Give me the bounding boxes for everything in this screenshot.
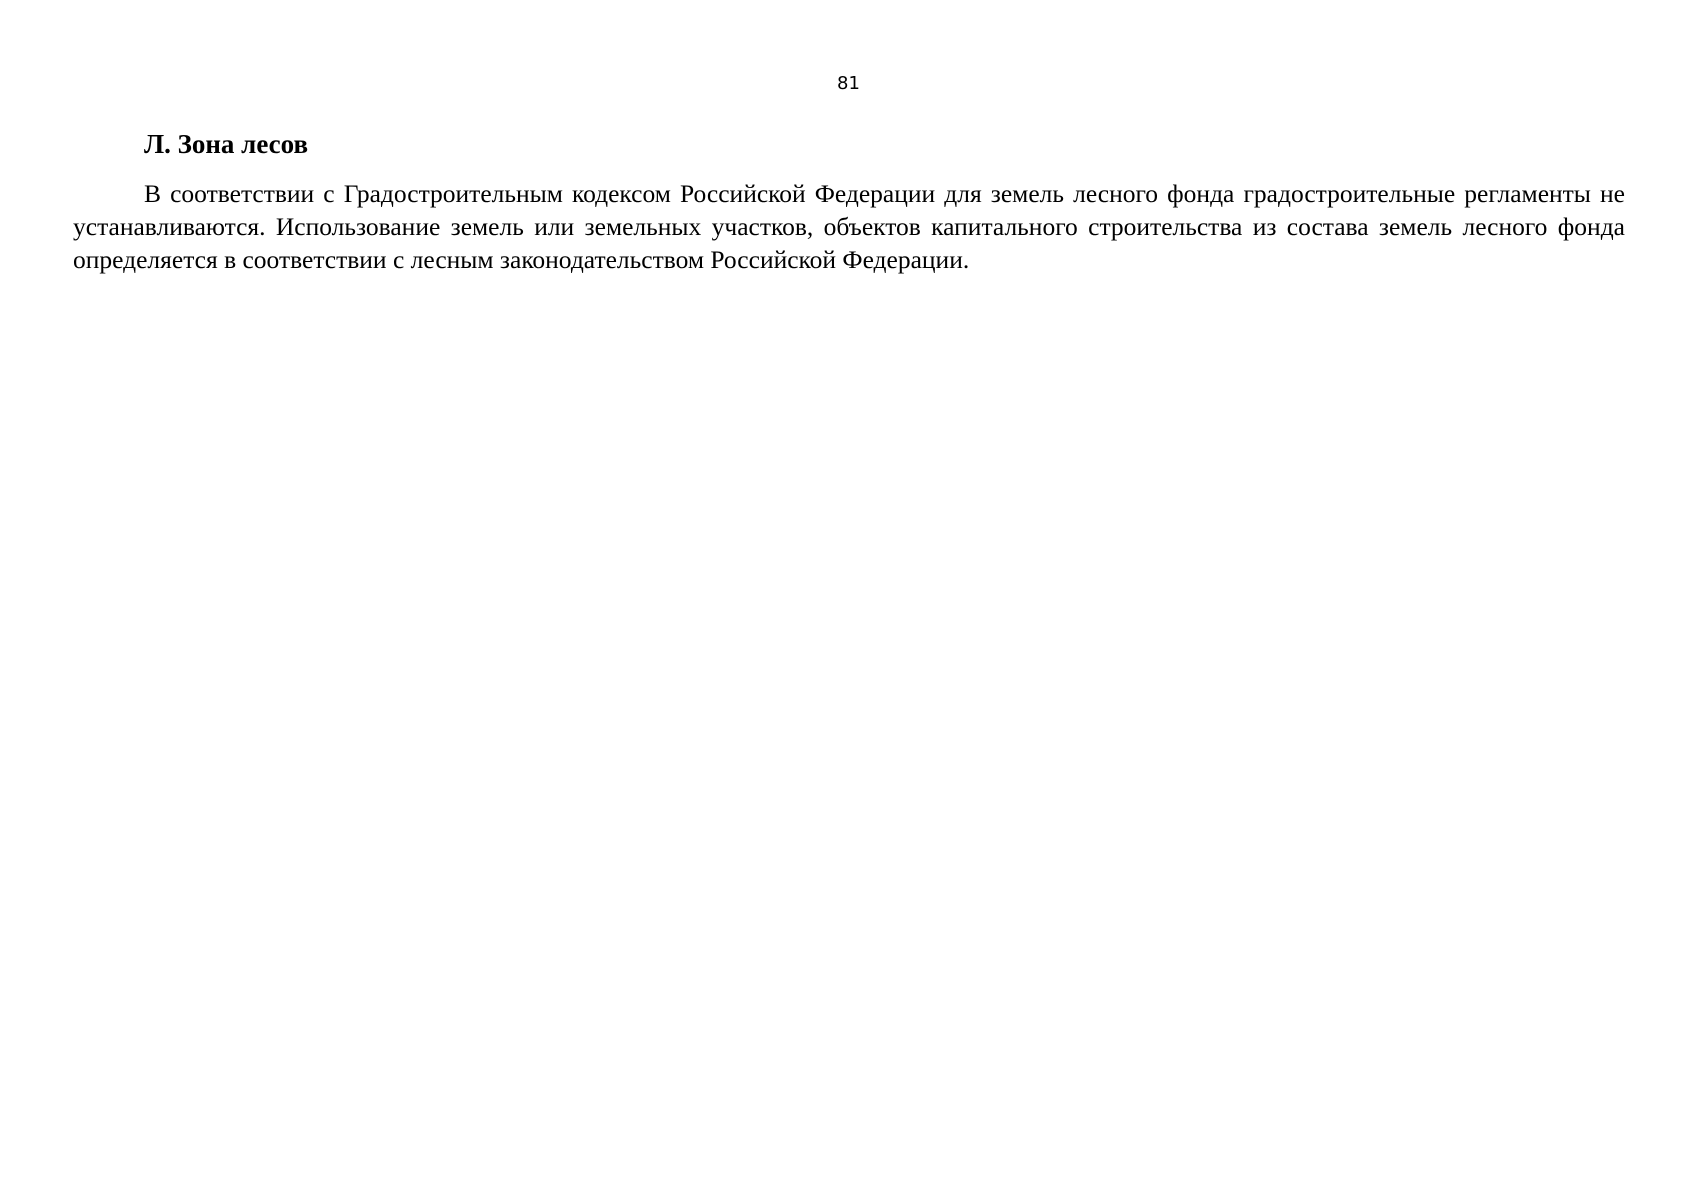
section-paragraph: В соответствии с Градостроительным кодексом Российской Федерации для земель лесного фонда градостроительные регламенты не устанавливаются. Использование земель или земельных участков, объектов капитального строительства из состава земель лесного фонда определяется в соответствии с лесным законодательством Российской Федерации. xyxy=(73,179,1625,274)
page-number: 81 xyxy=(837,73,860,94)
section-heading: Л. Зона лесов xyxy=(144,129,309,159)
